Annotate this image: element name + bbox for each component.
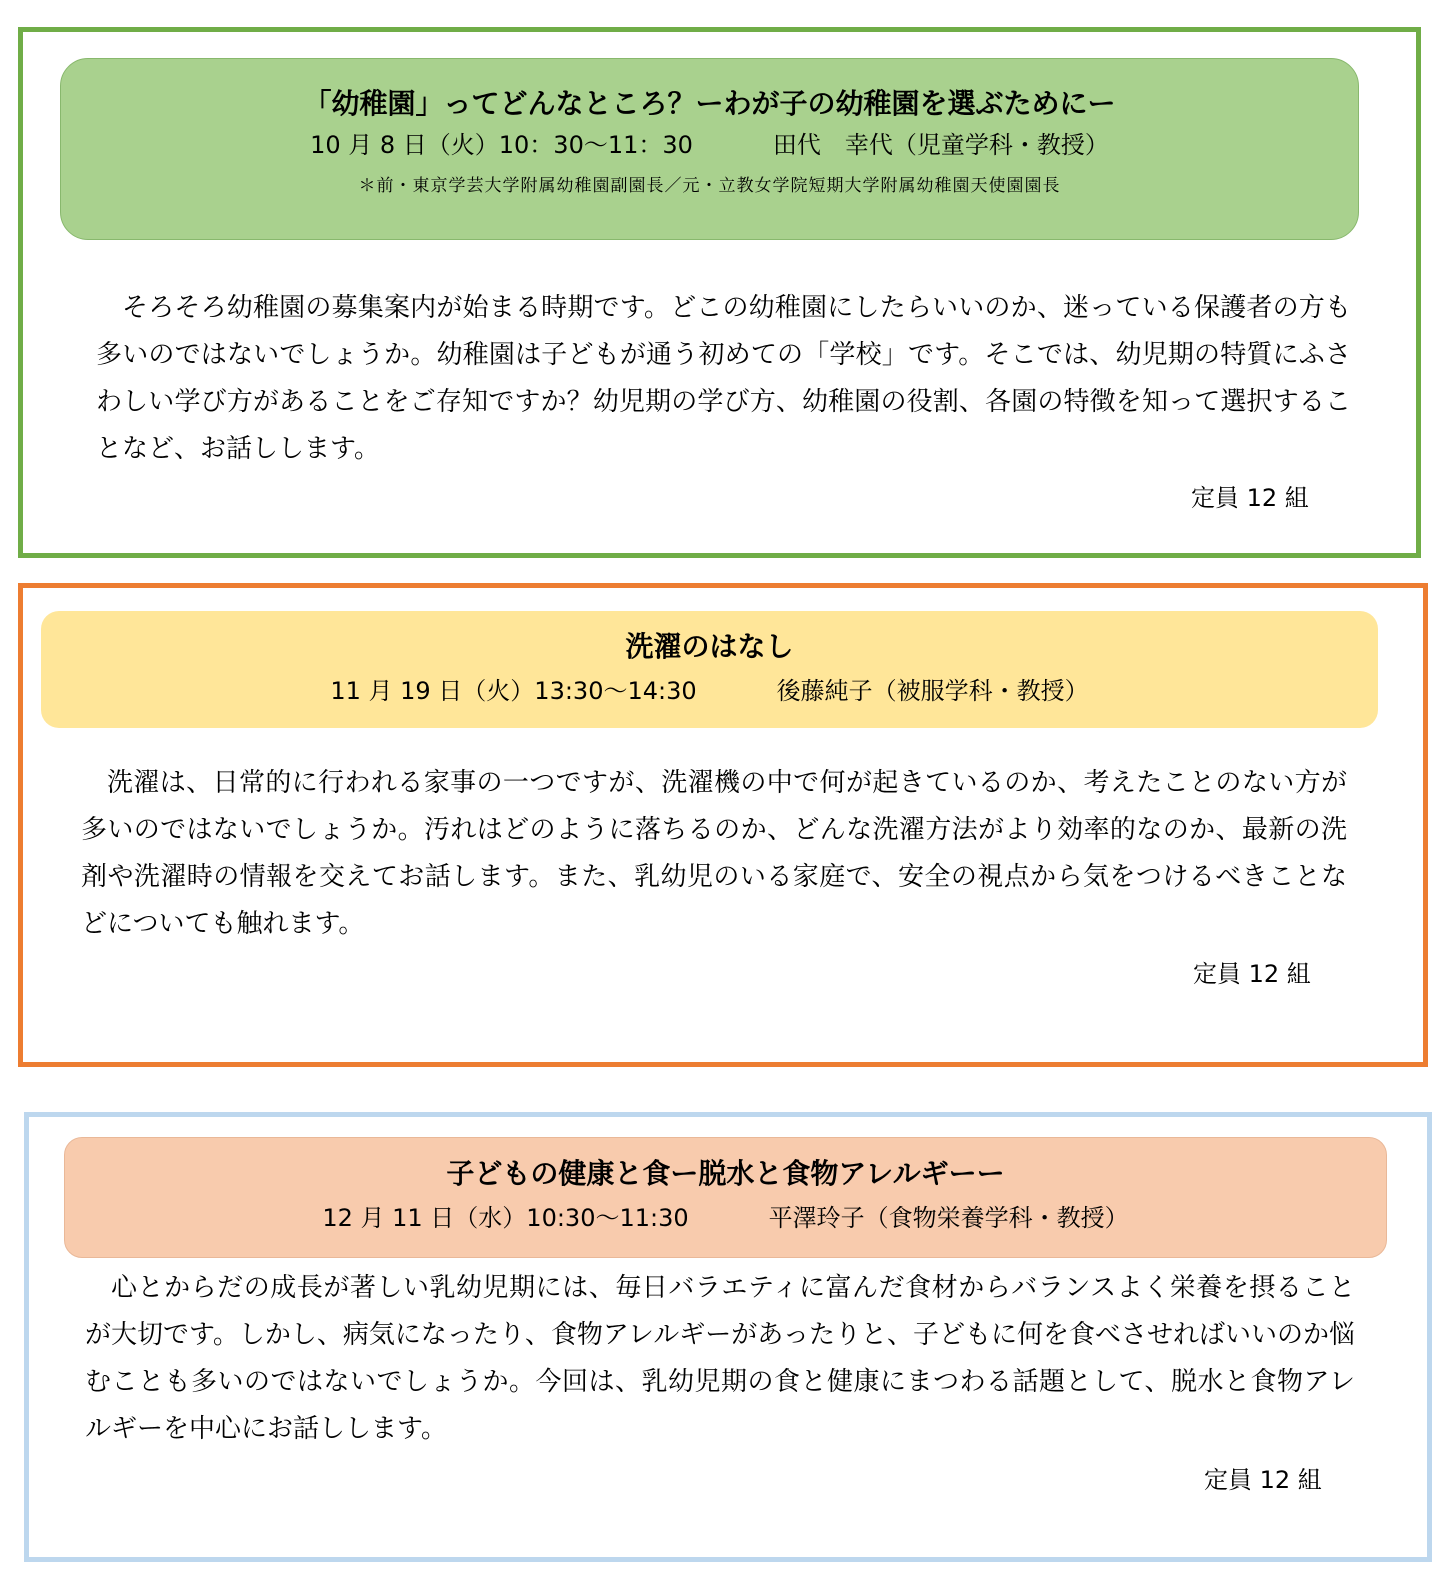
lecture-title: 子どもの健康と食ー脱水と食物アレルギーー — [446, 1157, 1005, 1190]
lecture-header — [64, 1137, 1387, 1258]
lecture-datetime: 10 月 8 日（火）10：30～11：30 — [310, 131, 693, 159]
lecture-lecturer: 平澤玲子（食物栄養学科・教授） — [768, 1204, 1129, 1232]
lecture-title: 洗濯のはなし — [625, 630, 794, 663]
lecture-lecturer: 後藤純子（被服学科・教授） — [776, 677, 1089, 705]
lecture-header — [60, 58, 1359, 240]
lecture-meta — [65, 1203, 1386, 1233]
lecture-datetime: 12 月 11 日（水）10:30～11:30 — [322, 1204, 689, 1232]
lecture-card-kindergarten — [18, 27, 1421, 558]
lecture-meta — [61, 130, 1358, 160]
lecture-description: 洗濯は、日常的に行われる家事の一つですが、洗濯機の中で何が起きているのか、考えたことのない方が多いのではないでしょうか。汚れはどのように落ちるのか、どんな洗濯方法がより効率的なのか、最新の洗剤や洗濯時の情報を交えてお話します。また、乳幼児のいる家庭で、安全の視点から気をつけるべきことなどについても触れます。 — [81, 768, 1347, 939]
lecture-datetime: 11 月 19 日（火）13:30～14:30 — [330, 677, 697, 705]
lecture-title: 「幼稚園」ってどんなところ？ーわが子の幼稚園を選ぶためにー — [303, 87, 1116, 120]
lecture-description: 心とからだの成長が著しい乳幼児期には、毎日バラエティに富んだ食材からバランスよく栄養を摂ることが大切です。しかし、病気になったり、食物アレルギーがあったりと、子どもに何を食べさせればいいのか悩むことも多いのではないでしょうか。今回は、乳幼児期の食と健康にまつわる話題として、脱水と食物アレルギーを中心にお話しします。 — [85, 1273, 1355, 1444]
lecture-lecturer: 田代 幸代（児童学科・教授） — [772, 131, 1109, 159]
lecture-capacity: 定員 12 組 — [1193, 960, 1311, 988]
lecture-capacity: 定員 12 組 — [1204, 1466, 1322, 1494]
lecture-card-child-health — [24, 1112, 1432, 1562]
lecture-header — [41, 611, 1378, 728]
lecturer-note: ＊前・東京学芸大学附属幼稚園副園長／元・立教女学院短期大学附属幼稚園天使園園長 — [358, 176, 1061, 196]
lecture-card-laundry — [18, 583, 1428, 1067]
lecture-meta — [41, 676, 1378, 706]
lecture-capacity: 定員 12 組 — [1191, 484, 1309, 512]
lecture-description: そろそろ幼稚園の募集案内が始まる時期です。どこの幼稚園にしたらいいのか、迷っている保護者の方も多いのではないでしょうか。幼稚園は子どもが通う初めての「学校」です。そこでは、幼児期の特質にふさわしい学び方があることをご存知ですか？幼児期の学び方、幼稚園の役割、各園の特徴を知って選択することなど、お話しします。 — [96, 293, 1351, 464]
